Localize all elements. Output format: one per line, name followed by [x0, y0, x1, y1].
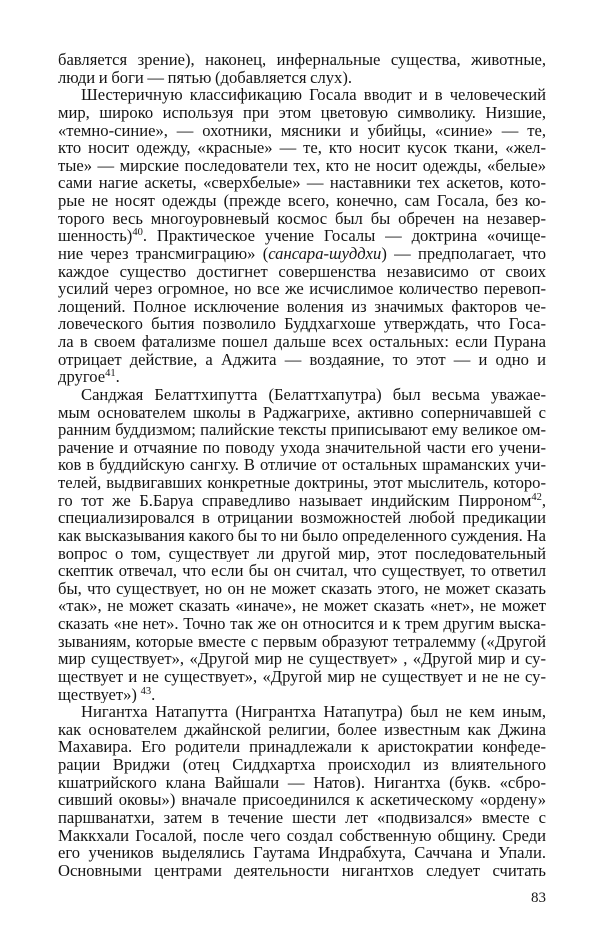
text-segment: го тот же Б.Баруа справедливо называет индийским Пирроном: [58, 491, 532, 510]
page-number: 83: [531, 890, 546, 906]
text-line: [58, 157, 546, 175]
text-segment: кто носит одежду, «красные» — те, кто носит кусок ткани, «жел-: [58, 139, 546, 157]
text-segment: ние через трансмиграцию» (: [58, 244, 269, 263]
text-line: [58, 351, 546, 369]
text-segment: бавляется зрение), наконец, инфернальные существа, животные,: [58, 51, 546, 69]
text-segment: как высказывания какого бы то ни было определенного суждения. На: [58, 526, 546, 545]
text-segment: рачение и отчаяние по поводу ухода значительной части его учени-: [58, 438, 546, 457]
text-line: [58, 474, 546, 492]
text-segment: усилий через огромное, но все же исчислимое количество перевоп-: [58, 280, 546, 298]
text-segment: мым основателем школы в Раджагрихе, активно соперничавшей с: [58, 403, 546, 422]
text-line: [58, 51, 546, 69]
text-line: [58, 104, 546, 122]
text-line: [58, 686, 546, 704]
text-segment: ков в буддийскую сангху. В отличие от остальных шраманских учи-: [58, 456, 546, 474]
text-line: [58, 597, 546, 615]
text-segment: паршванатхи, затем в течение шести лет «подвизался» вместе с: [58, 808, 546, 827]
text-line: [58, 174, 546, 192]
text-segment: ,: [541, 491, 546, 510]
text-line: [58, 315, 546, 333]
text-segment: люди и боги — пятью (добавляется слух).: [58, 68, 353, 87]
text-line: [58, 421, 546, 439]
text-segment: рации Вриджи (отец Сиддхартха происходил из влиятельного: [58, 756, 546, 774]
text-line: [58, 509, 546, 527]
text-line: [58, 791, 546, 809]
text-segment: лощений. Полное исключение воления из значимых факторов че-: [58, 297, 546, 316]
text-segment: зываниям, которые вместе с первым образуют тетралемму («Другой: [58, 632, 546, 651]
text-line: [58, 633, 546, 651]
footnote-ref: 43: [140, 685, 152, 697]
text-line: [58, 650, 546, 668]
text-segment: ществует и не существует», «Другой мир не существует и не не су-: [58, 667, 546, 686]
text-segment: специализировался в отрицании возможностей любой предикации: [58, 509, 546, 527]
text-segment: бы, что существует, но он не может сказать этого, не может сказать: [58, 579, 546, 598]
text-line: [58, 527, 546, 545]
text-segment: его учеников выделялись Гаутама Индрабхута, Саччана и Упали.: [58, 844, 546, 862]
text-segment: вопрос о том, существует ли другой мир, этот последовательный: [58, 544, 546, 563]
text-line: [58, 809, 546, 827]
text-segment: как основателем джайнской религии, более известным как Джина: [58, 720, 546, 739]
text-segment: сивший оковы») вначале присоединился к аскетическому «ордену»: [58, 791, 546, 809]
text-segment: ) — предполагает, что: [381, 244, 546, 263]
text-segment: ранним буддизмом; палийские тексты приписывают ему великое ом-: [58, 421, 546, 439]
text-segment: Нигантха Натапутта (Нигрантха Натапутра) был не кем иным,: [81, 703, 546, 721]
text-line: [58, 298, 546, 316]
text-segment: торого весь многоуровневый космос был бы обречен на незавер-: [58, 209, 546, 228]
text-segment: телей, выдвигавших конкретные доктрины, этот мыслитель, которо-: [58, 474, 546, 492]
page-body-text: [58, 51, 546, 879]
text-segment: мир, широко используя при этом цветовую символику. Низшие,: [58, 103, 546, 122]
text-line: [58, 844, 546, 862]
text-line: [58, 122, 546, 140]
text-line: [58, 139, 546, 157]
text-segment: тые» — мирские последователи тех, кто не носит одежды, «белые»: [58, 156, 546, 175]
text-segment: сказать «не нет». Точно так же он относится и к трем другим выска-: [58, 615, 546, 633]
text-segment: Махавира. Его родители принадлежали к аристократии конфеде-: [58, 738, 546, 756]
text-line: [58, 404, 546, 422]
text-line: [58, 721, 546, 739]
text-line: [58, 192, 546, 210]
text-line: [58, 492, 546, 510]
text-line: [58, 368, 546, 386]
text-segment: мир существует», «Другой мир не существует» , «Другой мир и су-: [58, 650, 546, 668]
text-segment: рые не носят одежды (прежде всего, конечно, сам Госала, без ко-: [58, 192, 546, 210]
text-line: [58, 245, 546, 263]
footnote-ref: 42: [531, 491, 542, 503]
text-line: [58, 333, 546, 351]
text-line: [58, 827, 546, 845]
text-segment: ловеческого бытия позволило Буддхагхоше утверждать, что Госа-: [58, 315, 546, 333]
text-line: [58, 439, 546, 457]
text-line: [58, 227, 546, 245]
footnote-ref: 40: [132, 227, 143, 239]
text-line: [58, 738, 546, 756]
text-segment: .: [151, 685, 156, 704]
text-line: [58, 280, 546, 298]
text-line: [58, 668, 546, 686]
text-segment: кшатрийского клана Вайшали — Натов). Нигантха (букв. «сбро-: [58, 773, 546, 792]
text-segment: «так», не может сказать «иначе», не может сказать «нет», не может: [58, 597, 546, 615]
text-line: [58, 545, 546, 563]
text-segment: ла в своем фатализме пошел дальше всех остальных: если Пурана: [58, 333, 546, 351]
text-segment: .: [115, 368, 120, 386]
text-line: [58, 774, 546, 792]
text-segment: сами нагие аскеты, «сверхбелые» — наставники тех аскетов, кото-: [58, 174, 546, 192]
text-line: [58, 756, 546, 774]
text-segment: Основными центрами деятельности нигантхов следует считать: [58, 861, 546, 880]
text-line: [58, 69, 546, 87]
text-segment: отрицает действие, а Аджита — воздаяние, то этот — и одно и: [58, 350, 546, 369]
text-line: [58, 862, 546, 880]
paragraph-first-line: [58, 386, 546, 404]
paragraph-first-line: [58, 703, 546, 721]
text-line: [58, 210, 546, 228]
paragraph-first-line: [58, 86, 546, 104]
text-segment: Санджая Белаттхипутта (Белаттхапутра) был весьма уважае-: [81, 385, 546, 404]
text-segment: ществует»): [58, 685, 141, 704]
text-line: [58, 263, 546, 281]
text-line: [58, 580, 546, 598]
text-line: [58, 615, 546, 633]
text-line: [58, 562, 546, 580]
text-segment: каждое существо достигнет совершенства независимо от своих: [58, 262, 546, 281]
text-segment: Шестеричную классификацию Госала вводит и в человеческий: [81, 86, 546, 104]
text-segment: скептик отвечал, что если бы он считал, что существует, то ответил: [58, 562, 546, 580]
text-segment: другое: [58, 368, 106, 386]
footnote-ref: 41: [105, 368, 116, 380]
text-segment: «темно-синие», — охотники, мясники и убийцы, «синие» — те,: [58, 121, 546, 140]
text-line: [58, 456, 546, 474]
text-segment: шенность): [58, 227, 133, 245]
italic-term: сансара-шуддхи: [268, 244, 382, 263]
text-segment: Маккхали Госалой, после чего создал собственную общину. Среди: [58, 826, 546, 845]
text-segment: . Практическое учение Госалы — доктрина «очище-: [142, 227, 546, 245]
